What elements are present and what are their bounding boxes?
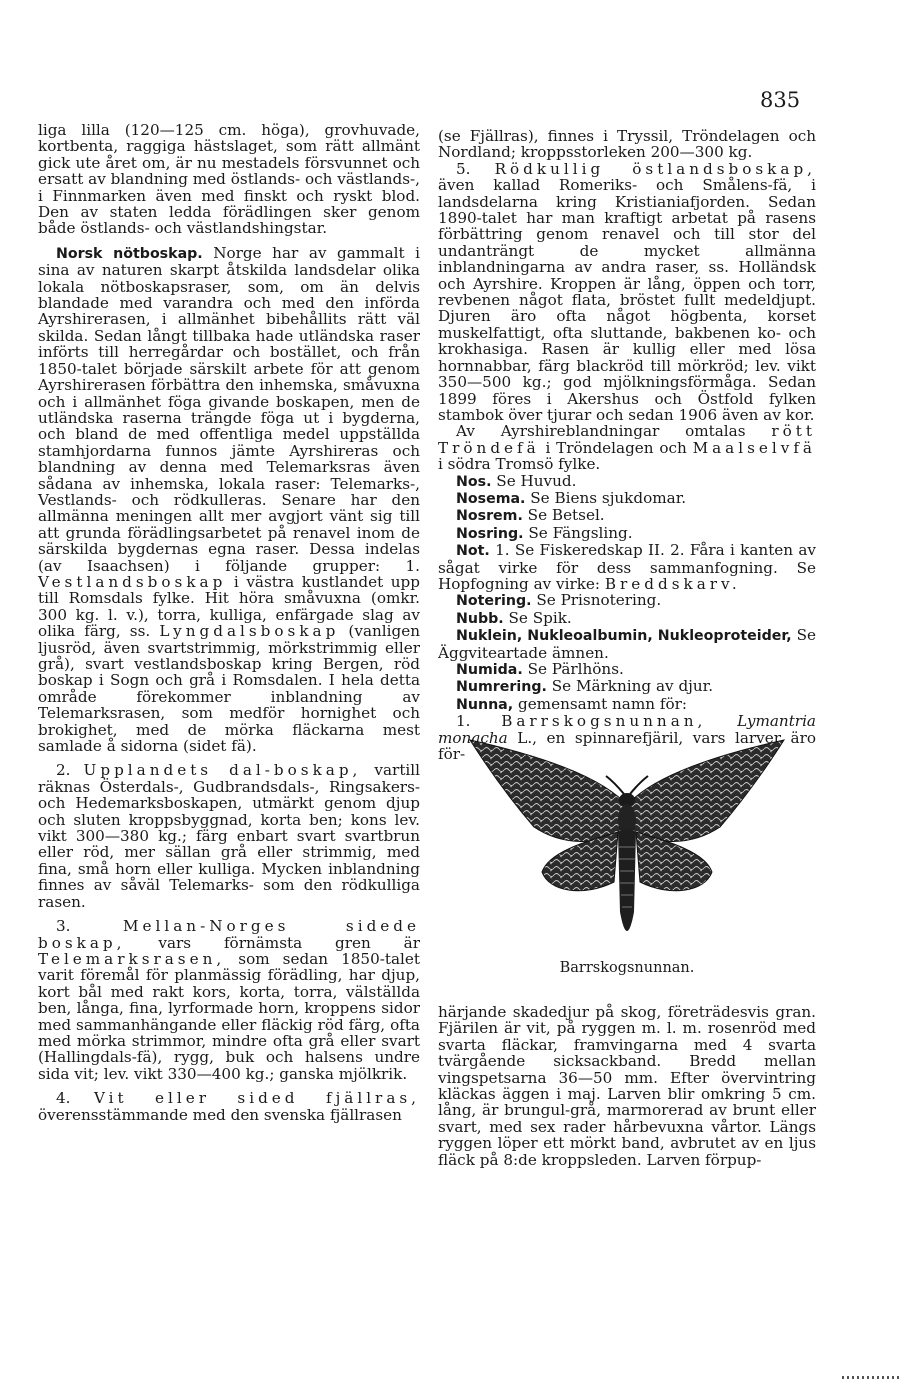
paragraph-fjallras-continued: (se Fjällras), finnes i Tryssil, Tröndelagen och Nordland; kroppsstorleken 200—300 kg. xyxy=(438,127,816,162)
paragraph-barrskogsnunnan: 1. Barrskogsnunnan, Lymantria monacha L., en spinnarefjäril, vars larver äro för- xyxy=(438,712,816,764)
entry-nubb: Nubb. Se Spik. xyxy=(456,608,572,627)
left-column xyxy=(38,122,420,1123)
figure-caption: Barrskogsnunnan. xyxy=(559,960,695,976)
page-number: 835 xyxy=(760,88,801,112)
headword-norsk-notboskap: Norsk nötboskap. xyxy=(56,245,203,262)
term-barrskogsnunnan: Barrskogsnunnan, xyxy=(501,712,707,731)
paragraph-ayrshire: Av Ayrshireblandningar omtalas rött Tröndefä i Tröndelagen och Maalselvfä i södra Tromsö fylke. xyxy=(438,422,816,474)
moth-illustration xyxy=(464,732,790,954)
paragraph-horse-continued: liga lilla (120—125 cm. höga), grovhuvade, kortbenta, raggiga hästslaget, som rätt allmänt gick ute året om, är nu mestadels försvunnet och ersatt av blandning med östlands- och västlands-, i Finnmarken även med finskt och ryskt blod. Den av staten ledda förädlingen sker genom både östlands- och västlandshingstar. xyxy=(38,121,420,238)
entry-nunna: Nunna, gemensamt namn för: xyxy=(456,694,688,713)
entry-nuklein: Nuklein, Nukleoalbumin, Nukleoproteider, Se Äggviteartade ämnen. xyxy=(438,626,816,662)
term-telemarksrasen: Telemarksrasen, xyxy=(38,949,226,968)
right-column xyxy=(438,128,816,762)
term-vit-eller-sided-fjallras: Vit eller sided fjällras, xyxy=(93,1089,420,1108)
entry-nosring: Nosring. Se Fängsling. xyxy=(456,523,633,542)
entry-norsk-notboskap: Norsk nötboskap. Norge har av gammalt i sina av naturen skarpt åtskilda landsdelar olika lokala nötboskapsraser, som, om än delvis blandade med varandra och med den införda Ayrshirerasen, i allmänhet bibehållits rätt väl skilda. Sedan långt tillbaka hade utländska raser införts till herregårdar och bostället, och från 1850-talet började särskilt arbete för att genom Ayrshirerasen förbättra den inhemska, småvuxna och i allmänhet föga givande boskapen, men de utländska raserna trängde föga ut i bygderna, och bland de med offentliga medel uppställda stamhjordarna funnos jämte Ayrshireras och blandning av denna med Telemarksras även sådana av inhemska, lokala raser: Telemarks-, Vestlands- och rödkulleras. Senare har den allmänna meningen allt mer avgjort vänt sig till att grunda förädlingsarbetet på renavel inom de särskilda bygdernas egna raser. Dessa indelas (av Isaachsen) i följande grupper: 1. Vestlandsboskap i västra kustlandet upp till Romsdals fylke. Hit höra småvuxna (omkr. 300 kg. l. v.), torra, kulliga, enfärgade slag av olika färg, ss. Lyngdalsboskap (vanligen ljusröd, även svartstrimmig, mörkstrimmig eller grå), svart vestlandsboskap kring Bergen, röd boskap i Sogn och grå i Romsdalen. I hela detta område förekommer inblandning av Telemarksrasen, som medför hornighet och brokighet, med de mörka fläckarna mest samlade å sidorna (sidet fä). xyxy=(38,243,420,756)
entry-nos: Nos. Se Huvud. xyxy=(456,471,577,490)
paragraph-item-4: 4. Vit eller sided fjällras, överensstämmande med den svenska fjällrasen xyxy=(38,1089,420,1124)
moth-figure xyxy=(438,732,816,976)
scan-artifact xyxy=(842,1376,902,1379)
right-forewing xyxy=(630,740,784,842)
latin-name: Lymantria monacha xyxy=(438,712,816,747)
entry-numrering: Numrering. Se Märkning av djur. xyxy=(456,677,714,696)
right-column-bottom xyxy=(438,1004,816,1168)
term-breddskarv: Breddskarv. xyxy=(604,574,741,593)
entry-numida: Numida. Se Pärlhöns. xyxy=(456,660,624,678)
paragraph-item-5: 5. Rödkullig östlandsboskap, även kallad Romeriks- och Smålens-fä, i landsdelarna kring Kristianiafjorden. Sedan 1890-talet har man kraftigt arbetat på rasens förbättring genom renavel och till stor del undanträngt de mycket allmänna inblandningarna av andra raser, ss. Holländsk och Ayrshire. Kroppen är lång, öppen och torr, revbenen något flata, bröstet fullt medeldjupt. Djuren äro ofta något högbenta, korset muskelfattigt, ofta sluttande, bakbenen ko- och krokhasiga. Rasen är kullig eller med lösa hornnabbar, färg blackröd till mörkröd; lev. vikt 350—500 kg.; god mjölkningsförmåga. Sedan 1899 föres i Akershus och Östfold fylken stambok över tjurar och sedan 1906 även av kor. xyxy=(438,159,816,424)
entry-nosrem: Nosrem. Se Betsel. xyxy=(456,506,605,525)
left-forewing xyxy=(470,740,624,842)
paragraph-barrskogsnunnan-continued: härjande skadedjur på skog, företrädesvis gran. Fjärilen är vit, på ryggen m. l. m. rosenröd med svarta fläckar, framvingarna med 4 svarta tvärgående sicksackband. Bredd mellan vingspetsarna 36—50 mm. Efter övervintring kläckas äggen i maj. Larven blir omkring 5 cm. lång, är brungul-grå, marmorerad av brunt eller svart, med sex rader hårbevuxna vårtor. Längs ryggen löper ett mörkt band, avbrutet av en ljus fläck på 8:de kroppsleden. Larven förpup- xyxy=(438,1003,816,1169)
term-lyngdalsboskap: Lyngdalsboskap xyxy=(159,622,340,641)
term-vestlandsboskap: Vestlandsboskap xyxy=(38,572,227,591)
term-mellan-norges-sidede-boskap: Mellan-Norges sidede boskap, xyxy=(38,917,420,952)
term-upplandets-dal-boskap: Upplandets dal-boskap, xyxy=(83,761,362,780)
entry-notering: Notering. Se Prisnotering. xyxy=(456,591,662,610)
paragraph-item-2: 2. Upplandets dal-boskap, vartill räknas Österdals-, Gudbrandsdals-, Ringsakers- och Hedemarksboskapen, utmärkt genom djup och sluten kroppsbyggnad, korta ben; kons lev. vikt 300—380 kg.; färg enbart svart svartbrun eller röd, mer sällan grå eller strimmig, med fina, små horn eller kulliga. Mycken inblandning finnes av såväl Telemarks- som den rödkulliga rasen. xyxy=(38,761,420,911)
term-maalselvfa: Maalselvfä xyxy=(692,438,816,457)
term-rott-trondefa: rött Tröndefä xyxy=(438,422,816,457)
term-rodkullig-ostlandsboskap: Rödkullig östlandsboskap, xyxy=(494,159,816,178)
moth-abdomen xyxy=(618,830,636,932)
entry-not: Not. 1. Se Fiskeredskap II. 2. Fåra i kanten av sågat virke för dess sammanfogning. Se Hopfogning av virke: Breddskarv. xyxy=(438,541,816,593)
paragraph-item-3: 3. Mellan-Norges sidede boskap, vars förnämsta gren är Telemarksrasen, som sedan 1850-talet varit föremål för planmässig förädling, har djup, kort bål med rakt kors, korta, torra, välställda ben, långa, fina, lyrformade horn, kroppens sidor med sammanhängande eller fläckig röd färg, ofta med mörka strimmor, mindre ofta grå eller svart (Hallingdals-fä), rygg, buk och halsens undre sida vit; lev. vikt 330—400 kg.; ganska mjölkrik. xyxy=(38,917,420,1083)
entry-nosema: Nosema. Se Biens sjukdomar. xyxy=(456,488,687,507)
